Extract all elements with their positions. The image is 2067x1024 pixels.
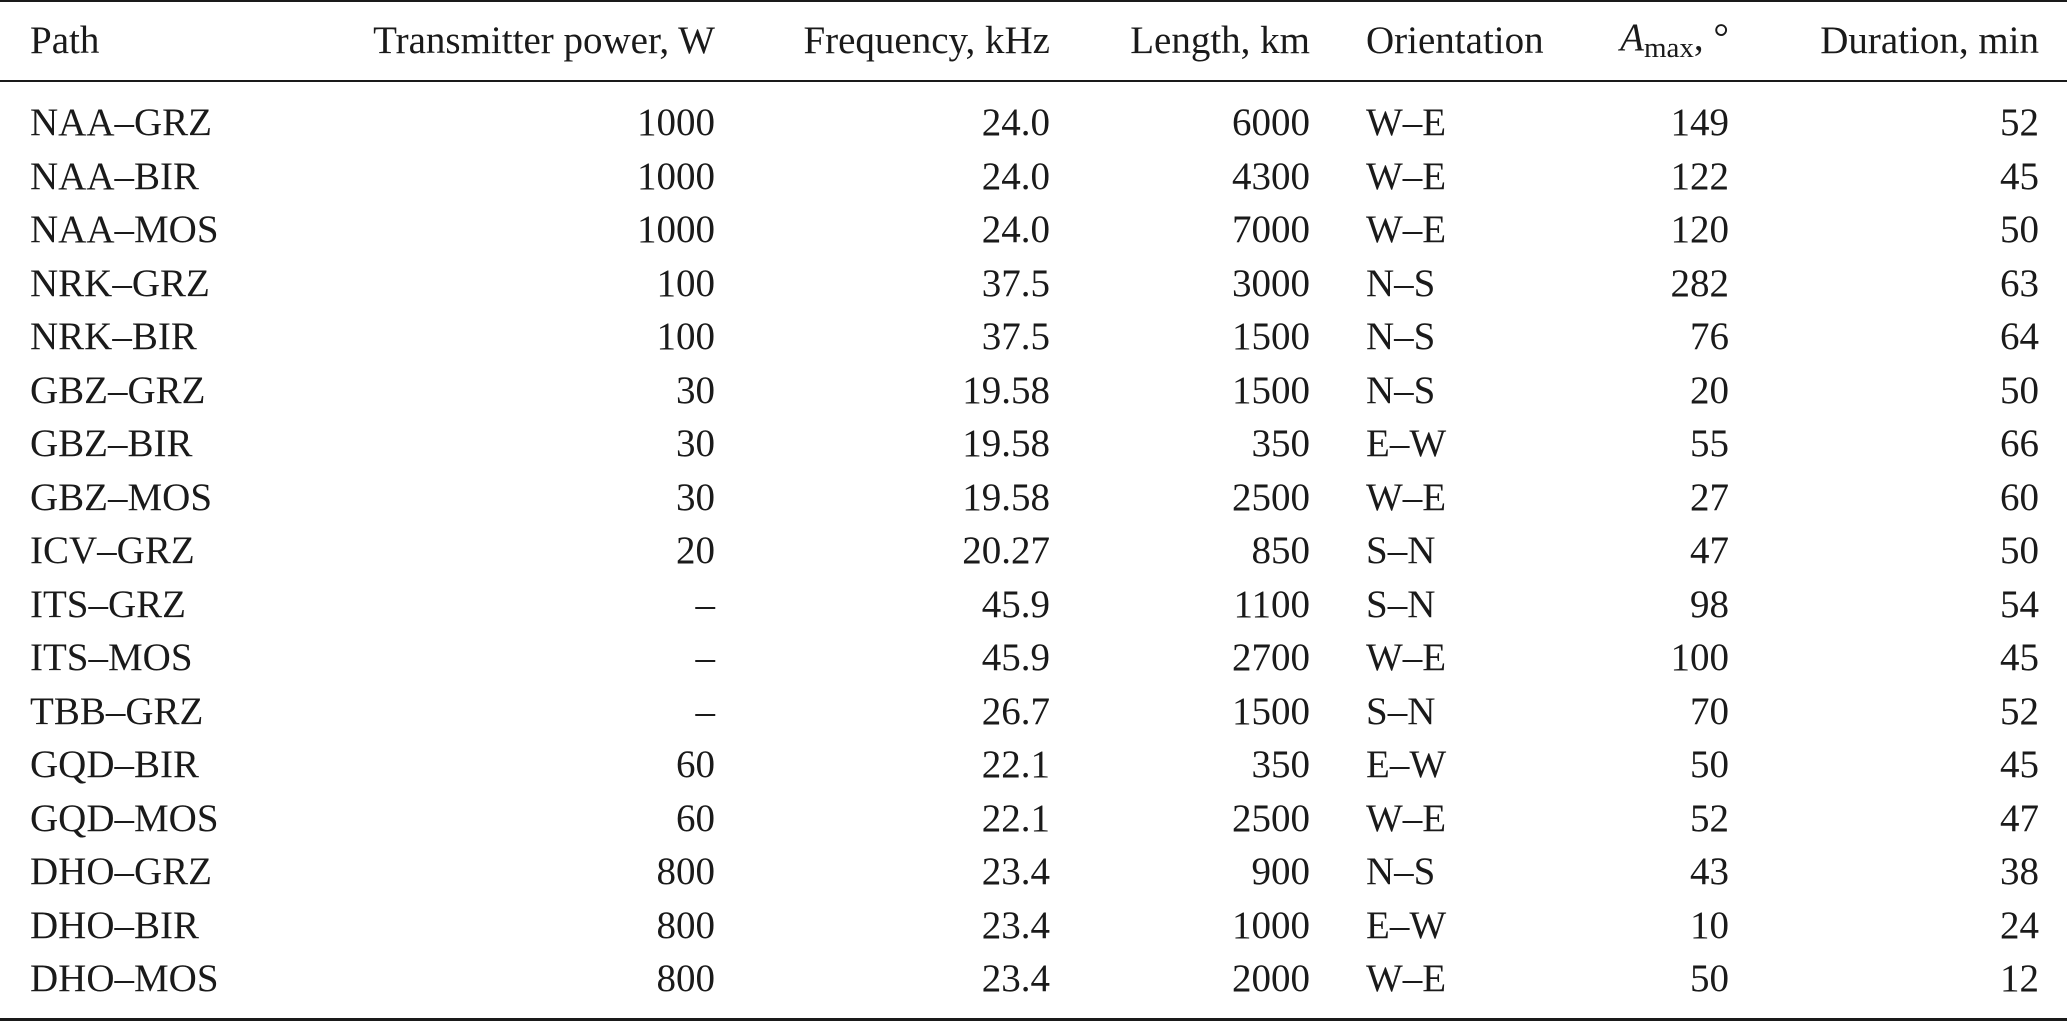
cell-transmitter-power: 30 — [676, 368, 715, 412]
cell-duration: 45 — [2000, 636, 2039, 680]
cell-orientation: E–W — [1366, 743, 1447, 787]
cell-path: ITS–GRZ — [30, 582, 186, 626]
cell-frequency: 19.58 — [962, 475, 1050, 519]
table-row — [0, 471, 2067, 525]
cell-length: 1500 — [1232, 315, 1310, 359]
cell-length: 2500 — [1232, 796, 1310, 840]
cell-amax: 149 — [1670, 101, 1729, 145]
cell-frequency: 23.4 — [981, 957, 1050, 1001]
cell-duration: 52 — [2000, 101, 2039, 145]
cell-transmitter-power: – — [695, 689, 715, 733]
cell-frequency: 24.0 — [981, 154, 1050, 198]
cell-frequency: 19.58 — [962, 422, 1050, 466]
cell-orientation: N–S — [1366, 850, 1436, 894]
cell-path: GQD–MOS — [30, 796, 219, 840]
cell-transmitter-power: – — [695, 636, 715, 680]
cell-transmitter-power: 100 — [656, 261, 715, 305]
amax-subscript: max — [1643, 31, 1694, 64]
cell-amax: 52 — [1690, 796, 1729, 840]
table-row — [0, 792, 2067, 846]
cell-duration: 50 — [2000, 208, 2039, 252]
table-row — [0, 738, 2067, 792]
cell-length: 850 — [1251, 529, 1310, 573]
cell-duration: 64 — [2000, 315, 2039, 359]
header-duration: Duration, min — [1820, 18, 2039, 62]
cell-frequency: 37.5 — [981, 315, 1050, 359]
cell-amax: 76 — [1690, 315, 1729, 359]
cell-orientation: N–S — [1366, 261, 1436, 305]
cell-orientation: S–N — [1366, 689, 1436, 733]
cell-path: GQD–BIR — [30, 743, 200, 787]
cell-amax: 50 — [1690, 957, 1729, 1001]
cell-orientation: W–E — [1366, 796, 1447, 840]
cell-path: DHO–GRZ — [30, 850, 212, 894]
header-spacer — [0, 80, 2067, 96]
cell-transmitter-power: 60 — [676, 743, 715, 787]
cell-orientation: W–E — [1366, 957, 1447, 1001]
cell-transmitter-power: 1000 — [637, 208, 715, 252]
cell-transmitter-power: 30 — [676, 422, 715, 466]
cell-amax: 282 — [1670, 261, 1729, 305]
table-row — [0, 257, 2067, 311]
cell-orientation: N–S — [1366, 368, 1436, 412]
cell-orientation: W–E — [1366, 208, 1447, 252]
cell-path: GBZ–MOS — [30, 475, 213, 519]
table-row — [0, 845, 2067, 899]
amax-symbol: A — [1620, 15, 1644, 59]
cell-path: NRK–BIR — [30, 315, 197, 359]
cell-duration: 50 — [2000, 529, 2039, 573]
cell-path: DHO–MOS — [30, 957, 219, 1001]
cell-length: 350 — [1251, 422, 1310, 466]
header-row — [0, 0, 2067, 80]
cell-duration: 50 — [2000, 368, 2039, 412]
cell-amax: 122 — [1670, 154, 1729, 198]
cell-duration: 60 — [2000, 475, 2039, 519]
cell-orientation: S–N — [1366, 529, 1436, 573]
cell-amax: 98 — [1690, 582, 1729, 626]
table-row — [0, 417, 2067, 471]
cell-duration: 12 — [2000, 957, 2039, 1001]
cell-frequency: 22.1 — [981, 796, 1050, 840]
cell-amax: 50 — [1690, 743, 1729, 787]
cell-orientation: W–E — [1366, 154, 1447, 198]
cell-amax: 43 — [1690, 850, 1729, 894]
table-row — [0, 631, 2067, 685]
table-bottom-rule — [0, 1018, 2067, 1021]
cell-amax: 47 — [1690, 529, 1729, 573]
header-transmitter-power: Transmitter power, W — [373, 18, 715, 62]
cell-path: GBZ–BIR — [30, 422, 193, 466]
cell-length: 2700 — [1232, 636, 1310, 680]
cell-amax: 120 — [1670, 208, 1729, 252]
table-row — [0, 524, 2067, 578]
cell-frequency: 37.5 — [981, 261, 1050, 305]
table-row — [0, 203, 2067, 257]
cell-transmitter-power: – — [695, 582, 715, 626]
cell-transmitter-power: 20 — [676, 529, 715, 573]
cell-frequency: 26.7 — [981, 689, 1050, 733]
cell-transmitter-power: 30 — [676, 475, 715, 519]
table-row — [0, 685, 2067, 739]
table-row — [0, 578, 2067, 632]
cell-path: NAA–BIR — [30, 154, 200, 198]
cell-path: NAA–MOS — [30, 208, 219, 252]
cell-transmitter-power: 800 — [656, 957, 715, 1001]
cell-transmitter-power: 60 — [676, 796, 715, 840]
cell-orientation: E–W — [1366, 422, 1447, 466]
cell-orientation: W–E — [1366, 636, 1447, 680]
cell-transmitter-power: 800 — [656, 903, 715, 947]
cell-orientation: E–W — [1366, 903, 1447, 947]
cell-length: 2000 — [1232, 957, 1310, 1001]
table-row — [0, 150, 2067, 204]
cell-orientation: N–S — [1366, 315, 1436, 359]
cell-amax: 70 — [1690, 689, 1729, 733]
cell-length: 7000 — [1232, 208, 1310, 252]
cell-frequency: 45.9 — [981, 582, 1050, 626]
cell-duration: 52 — [2000, 689, 2039, 733]
cell-frequency: 22.1 — [981, 743, 1050, 787]
header-amax — [1581, 0, 1729, 80]
cell-path: ITS–MOS — [30, 636, 193, 680]
cell-frequency: 19.58 — [962, 368, 1050, 412]
cell-frequency: 23.4 — [981, 850, 1050, 894]
cell-amax: 27 — [1690, 475, 1729, 519]
table-row — [0, 364, 2067, 418]
cell-amax: 55 — [1690, 422, 1729, 466]
cell-duration: 38 — [2000, 850, 2039, 894]
cell-frequency: 20.27 — [962, 529, 1050, 573]
cell-frequency: 24.0 — [981, 101, 1050, 145]
cell-duration: 63 — [2000, 261, 2039, 305]
cell-length: 6000 — [1232, 101, 1310, 145]
cell-path: NRK–GRZ — [30, 261, 210, 305]
cell-duration: 45 — [2000, 154, 2039, 198]
cell-length: 1000 — [1232, 903, 1310, 947]
cell-transmitter-power: 100 — [656, 315, 715, 359]
cell-orientation: S–N — [1366, 582, 1436, 626]
table-row — [0, 310, 2067, 364]
cell-transmitter-power: 800 — [656, 850, 715, 894]
amax-unit: , ° — [1693, 15, 1729, 59]
cell-length: 1100 — [1233, 582, 1310, 626]
cell-length: 1500 — [1232, 689, 1310, 733]
cell-duration: 45 — [2000, 743, 2039, 787]
table-row — [0, 96, 2067, 150]
cell-length: 4300 — [1232, 154, 1310, 198]
cell-path: DHO–BIR — [30, 903, 200, 947]
cell-frequency: 24.0 — [981, 208, 1050, 252]
header-path: Path — [30, 18, 100, 62]
cell-frequency: 23.4 — [981, 903, 1050, 947]
cell-path: NAA–GRZ — [30, 101, 212, 145]
cell-duration: 24 — [2000, 903, 2039, 947]
cell-length: 350 — [1251, 743, 1310, 787]
cell-orientation: W–E — [1366, 475, 1447, 519]
cell-amax: 100 — [1670, 636, 1729, 680]
cell-transmitter-power: 1000 — [637, 154, 715, 198]
table-body — [0, 96, 2067, 1006]
cell-amax: 10 — [1690, 903, 1729, 947]
cell-path: ICV–GRZ — [30, 529, 195, 573]
cell-duration: 47 — [2000, 796, 2039, 840]
cell-frequency: 45.9 — [981, 636, 1050, 680]
cell-orientation: W–E — [1366, 101, 1447, 145]
cell-amax: 20 — [1690, 368, 1729, 412]
cell-length: 1500 — [1232, 368, 1310, 412]
cell-path: TBB–GRZ — [30, 689, 204, 733]
cell-length: 3000 — [1232, 261, 1310, 305]
header-length: Length, km — [1130, 18, 1310, 62]
cell-path: GBZ–GRZ — [30, 368, 206, 412]
cell-transmitter-power: 1000 — [637, 101, 715, 145]
cell-length: 2500 — [1232, 475, 1310, 519]
table-header — [0, 0, 2067, 96]
cell-length: 900 — [1251, 850, 1310, 894]
table-row — [0, 899, 2067, 953]
cell-duration: 54 — [2000, 582, 2039, 626]
table-row — [0, 952, 2067, 1006]
header-frequency: Frequency, kHz — [803, 18, 1050, 62]
header-orientation: Orientation — [1366, 18, 1544, 62]
cell-duration: 66 — [2000, 422, 2039, 466]
